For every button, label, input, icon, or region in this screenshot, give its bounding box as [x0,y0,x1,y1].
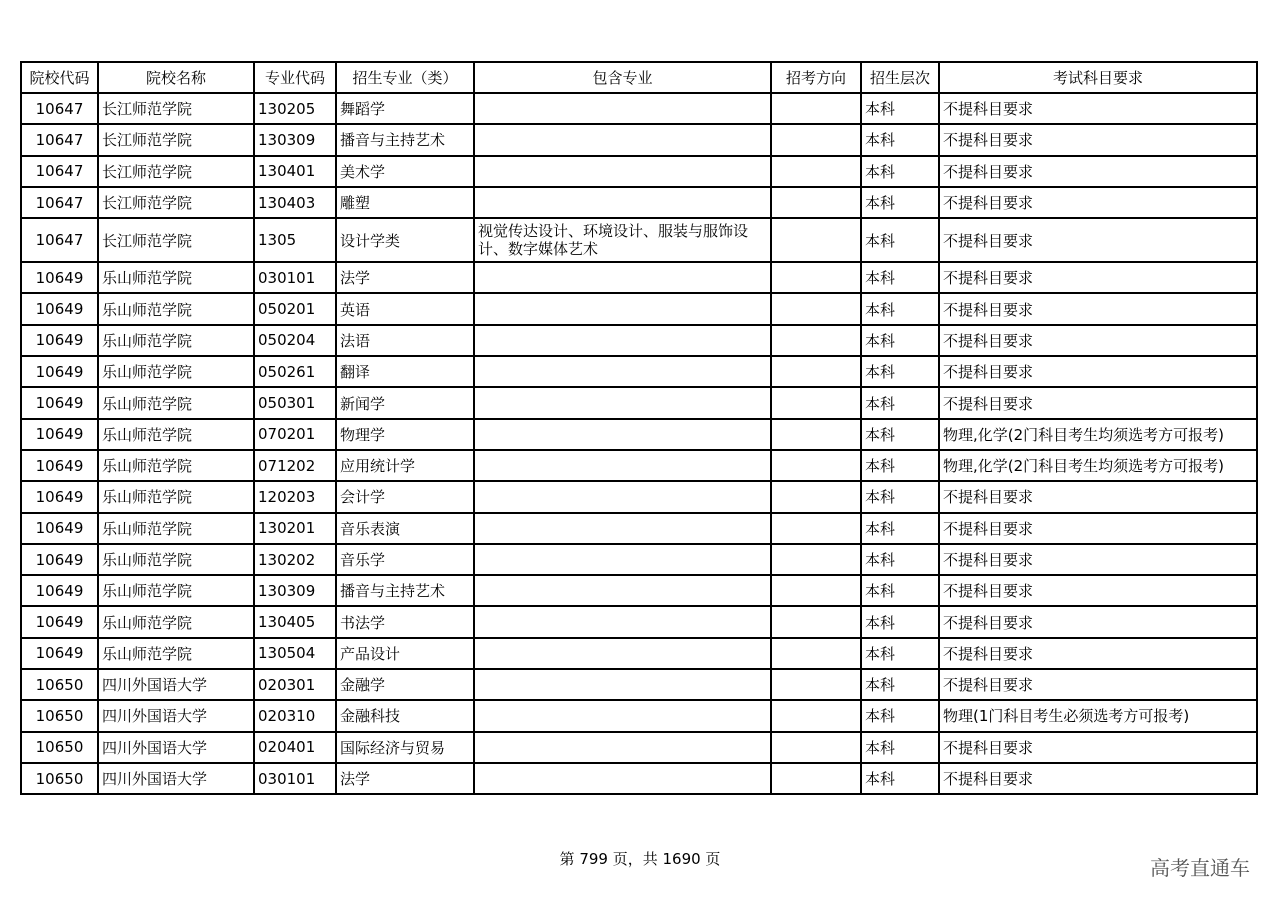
major-cell: 英语 [336,293,474,324]
school-code-cell: 10647 [21,93,98,124]
subject-requirement-cell: 不提科目要求 [939,732,1257,763]
included-majors-cell [474,419,771,450]
school-name-cell: 乐山师范学院 [98,293,254,324]
table-row [21,606,1257,637]
major-cell: 金融科技 [336,700,474,731]
included-majors-cell [474,262,771,293]
page-number: 第 799 页，共 1690 页 [559,850,721,868]
table-row [21,124,1257,155]
direction-cell [771,575,861,606]
subject-requirement-cell: 不提科目要求 [939,513,1257,544]
direction-cell [771,325,861,356]
table-row [21,669,1257,700]
table-row [21,450,1257,481]
major-cell: 国际经济与贸易 [336,732,474,763]
table-row [21,544,1257,575]
direction-cell [771,387,861,418]
table-row [21,356,1257,387]
school-code-cell: 10649 [21,262,98,293]
level-cell: 本科 [861,218,939,262]
major-code-cell: 030101 [254,262,336,293]
major-code-cell: 020310 [254,700,336,731]
direction-cell [771,262,861,293]
direction-cell [771,732,861,763]
level-cell: 本科 [861,325,939,356]
school-code-cell: 10650 [21,669,98,700]
major-cell: 美术学 [336,156,474,187]
subject-requirement-cell: 不提科目要求 [939,606,1257,637]
school-code-cell: 10649 [21,356,98,387]
subject-requirement-cell: 不提科目要求 [939,481,1257,512]
school-name-cell: 长江师范学院 [98,218,254,262]
major-cell: 播音与主持艺术 [336,575,474,606]
included-majors-cell [474,638,771,669]
direction-cell [771,187,861,218]
included-majors-cell [474,187,771,218]
school-name-cell: 乐山师范学院 [98,419,254,450]
table-row [21,262,1257,293]
direction-cell [771,218,861,262]
table-row [21,763,1257,794]
major-cell: 法学 [336,262,474,293]
school-name-cell: 乐山师范学院 [98,575,254,606]
school-name-cell: 长江师范学院 [98,187,254,218]
direction-cell [771,606,861,637]
major-cell: 物理学 [336,419,474,450]
school-name-cell: 乐山师范学院 [98,325,254,356]
major-code-cell: 030101 [254,763,336,794]
subject-requirement-cell: 不提科目要求 [939,262,1257,293]
direction-cell [771,544,861,575]
subject-requirement-cell: 不提科目要求 [939,293,1257,324]
subject-requirement-cell: 不提科目要求 [939,763,1257,794]
major-cell: 金融学 [336,669,474,700]
level-cell: 本科 [861,481,939,512]
level-cell: 本科 [861,156,939,187]
subject-requirement-cell: 不提科目要求 [939,669,1257,700]
school-code-cell: 10649 [21,544,98,575]
major-cell: 新闻学 [336,387,474,418]
included-majors-cell [474,669,771,700]
major-code-cell: 050201 [254,293,336,324]
direction-cell [771,450,861,481]
table-row [21,575,1257,606]
major-code-cell: 130403 [254,187,336,218]
major-code-cell: 120203 [254,481,336,512]
major-cell: 法学 [336,763,474,794]
header-school-name: 院校名称 [98,62,254,93]
subject-requirement-cell: 不提科目要求 [939,356,1257,387]
direction-cell [771,419,861,450]
included-majors-cell [474,93,771,124]
major-cell: 音乐表演 [336,513,474,544]
subject-requirement-cell: 物理(1门科目考生必须选考方可报考) [939,700,1257,731]
school-name-cell: 乐山师范学院 [98,638,254,669]
major-cell: 会计学 [336,481,474,512]
school-name-cell: 乐山师范学院 [98,387,254,418]
major-cell: 书法学 [336,606,474,637]
subject-requirement-cell: 不提科目要求 [939,638,1257,669]
table-row [21,293,1257,324]
table-row [21,638,1257,669]
school-name-cell: 乐山师范学院 [98,356,254,387]
subject-requirement-cell: 不提科目要求 [939,156,1257,187]
header-direction: 招考方向 [771,62,861,93]
subject-requirement-cell: 不提科目要求 [939,93,1257,124]
school-code-cell: 10649 [21,450,98,481]
major-cell: 雕塑 [336,187,474,218]
major-code-cell: 020401 [254,732,336,763]
school-name-cell: 四川外国语大学 [98,669,254,700]
direction-cell [771,638,861,669]
included-majors-cell [474,763,771,794]
table-row [21,218,1257,262]
included-majors-cell [474,325,771,356]
level-cell: 本科 [861,763,939,794]
table-row [21,700,1257,731]
header-major-code: 专业代码 [254,62,336,93]
major-code-cell: 130205 [254,93,336,124]
subject-requirement-cell: 不提科目要求 [939,124,1257,155]
table-row [21,732,1257,763]
level-cell: 本科 [861,732,939,763]
school-code-cell: 10649 [21,419,98,450]
school-name-cell: 四川外国语大学 [98,763,254,794]
header-level: 招生层次 [861,62,939,93]
watermark: 高考直通车 [1150,856,1250,880]
school-code-cell: 10647 [21,218,98,262]
table-row [21,187,1257,218]
school-code-cell: 10647 [21,156,98,187]
included-majors-cell [474,124,771,155]
table-row [21,513,1257,544]
major-cell: 产品设计 [336,638,474,669]
major-cell: 设计学类 [336,218,474,262]
school-code-cell: 10649 [21,513,98,544]
major-code-cell: 130201 [254,513,336,544]
major-cell: 法语 [336,325,474,356]
direction-cell [771,356,861,387]
school-name-cell: 乐山师范学院 [98,481,254,512]
level-cell: 本科 [861,124,939,155]
direction-cell [771,669,861,700]
school-code-cell: 10649 [21,606,98,637]
major-code-cell: 1305 [254,218,336,262]
school-name-cell: 长江师范学院 [98,124,254,155]
subject-requirement-cell: 物理,化学(2门科目考生均须选考方可报考) [939,450,1257,481]
direction-cell [771,700,861,731]
included-majors-cell [474,387,771,418]
header-school-code: 院校代码 [21,62,98,93]
subject-requirement-cell: 不提科目要求 [939,218,1257,262]
school-name-cell: 乐山师范学院 [98,544,254,575]
level-cell: 本科 [861,450,939,481]
direction-cell [771,156,861,187]
included-majors-cell: 视觉传达设计、环境设计、服装与服饰设计、数字媒体艺术 [474,218,771,262]
level-cell: 本科 [861,293,939,324]
table-row [21,93,1257,124]
level-cell: 本科 [861,700,939,731]
table-row [21,419,1257,450]
school-code-cell: 10650 [21,763,98,794]
direction-cell [771,513,861,544]
table-row [21,387,1257,418]
school-code-cell: 10647 [21,187,98,218]
major-cell: 舞蹈学 [336,93,474,124]
major-cell: 翻译 [336,356,474,387]
subject-requirement-cell: 不提科目要求 [939,575,1257,606]
included-majors-cell [474,156,771,187]
major-code-cell: 050204 [254,325,336,356]
major-code-cell: 050301 [254,387,336,418]
included-majors-cell [474,700,771,731]
school-name-cell: 乐山师范学院 [98,262,254,293]
major-code-cell: 020301 [254,669,336,700]
table-row [21,325,1257,356]
school-name-cell: 四川外国语大学 [98,700,254,731]
school-name-cell: 长江师范学院 [98,93,254,124]
table-header-row [21,62,1257,93]
level-cell: 本科 [861,513,939,544]
level-cell: 本科 [861,419,939,450]
school-code-cell: 10650 [21,732,98,763]
major-code-cell: 130405 [254,606,336,637]
major-code-cell: 050261 [254,356,336,387]
header-included-majors: 包含专业 [474,62,771,93]
major-code-cell: 071202 [254,450,336,481]
subject-requirement-cell: 不提科目要求 [939,325,1257,356]
direction-cell [771,763,861,794]
school-code-cell: 10649 [21,575,98,606]
included-majors-cell [474,293,771,324]
school-code-cell: 10647 [21,124,98,155]
school-code-cell: 10649 [21,481,98,512]
major-code-cell: 130401 [254,156,336,187]
included-majors-cell [474,481,771,512]
included-majors-cell [474,544,771,575]
major-cell: 音乐学 [336,544,474,575]
level-cell: 本科 [861,262,939,293]
school-code-cell: 10650 [21,700,98,731]
major-code-cell: 130202 [254,544,336,575]
table-row [21,481,1257,512]
school-code-cell: 10649 [21,638,98,669]
school-code-cell: 10649 [21,293,98,324]
school-name-cell: 乐山师范学院 [98,513,254,544]
level-cell: 本科 [861,544,939,575]
school-name-cell: 长江师范学院 [98,156,254,187]
direction-cell [771,481,861,512]
table-row [21,156,1257,187]
major-code-cell: 130504 [254,638,336,669]
school-code-cell: 10649 [21,325,98,356]
level-cell: 本科 [861,669,939,700]
level-cell: 本科 [861,387,939,418]
included-majors-cell [474,732,771,763]
major-code-cell: 130309 [254,124,336,155]
school-name-cell: 四川外国语大学 [98,732,254,763]
level-cell: 本科 [861,606,939,637]
level-cell: 本科 [861,93,939,124]
subject-requirement-cell: 物理,化学(2门科目考生均须选考方可报考) [939,419,1257,450]
header-major: 招生专业（类） [336,62,474,93]
table-body [21,93,1257,794]
direction-cell [771,293,861,324]
major-code-cell: 130309 [254,575,336,606]
subject-requirement-cell: 不提科目要求 [939,387,1257,418]
included-majors-cell [474,356,771,387]
major-cell: 应用统计学 [336,450,474,481]
school-name-cell: 乐山师范学院 [98,606,254,637]
included-majors-cell [474,575,771,606]
included-majors-cell [474,450,771,481]
school-code-cell: 10649 [21,387,98,418]
header-subject-requirement: 考试科目要求 [939,62,1257,93]
school-name-cell: 乐山师范学院 [98,450,254,481]
major-code-cell: 070201 [254,419,336,450]
level-cell: 本科 [861,638,939,669]
subject-requirement-cell: 不提科目要求 [939,187,1257,218]
subject-requirement-cell: 不提科目要求 [939,544,1257,575]
level-cell: 本科 [861,575,939,606]
level-cell: 本科 [861,356,939,387]
level-cell: 本科 [861,187,939,218]
direction-cell [771,124,861,155]
major-cell: 播音与主持艺术 [336,124,474,155]
admission-table [20,61,1258,795]
included-majors-cell [474,606,771,637]
direction-cell [771,93,861,124]
included-majors-cell [474,513,771,544]
